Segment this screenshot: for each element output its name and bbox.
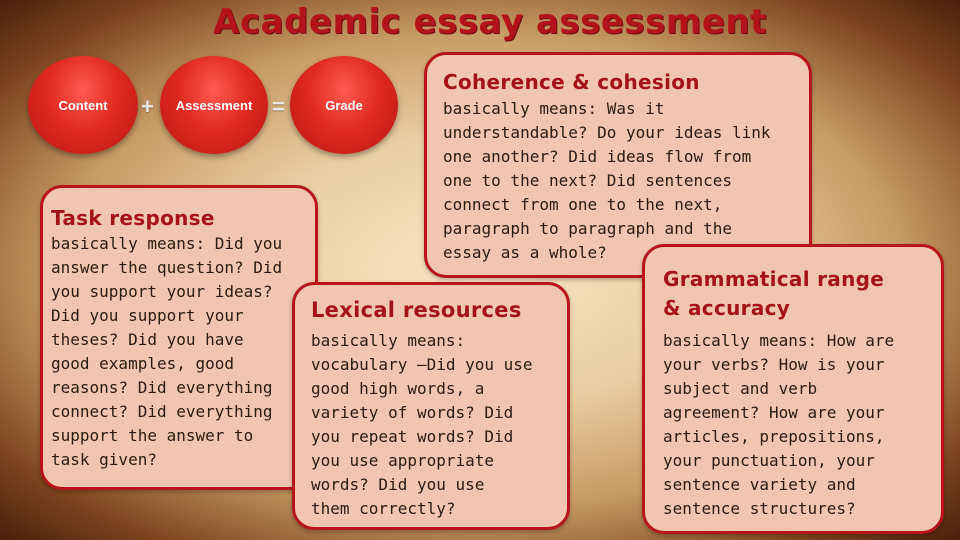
content-circle: Content [28,56,138,154]
equals-sign: = [272,94,285,119]
task-response-card [40,185,318,490]
task-text: basically means: Did you answer the question? Did you support your ideas? Did you support your theses? Did you have good examples, good reasons? Did everything connect? Did everything support the answer to task given? [51,234,283,469]
grade-circle: Grade [290,56,398,154]
task-heading: Task response [51,206,215,230]
grammar-text: basically means: How are your verbs? How is your subject and verb agreement? How are your articles, prepositions, your punctuation, your sentence variety and sentence structures? [663,331,895,518]
lexical-resources-card [292,282,570,530]
page-title: Academic essay assessment [213,2,767,42]
plus-sign: + [141,94,154,119]
grammar-heading: Grammatical range & accuracy [663,267,885,320]
assessment-circle: Assessment [160,56,268,154]
grammatical-range-card [642,244,944,534]
coherence-text: basically means: Was it understandable? Do your ideas link one another? Did ideas flow from one to the next? Did sentences connect from one to the next, paragraph to paragraph and the essay as a whole? [443,99,771,262]
coherence-heading: Coherence & cohesion [443,70,700,94]
lexical-text: basically means: vocabulary –Did you use good high words, a variety of words? Did you repeat words? Did you use appropriate words? Did you use them correctly? [311,331,533,518]
lexical-heading: Lexical resources [311,298,522,322]
